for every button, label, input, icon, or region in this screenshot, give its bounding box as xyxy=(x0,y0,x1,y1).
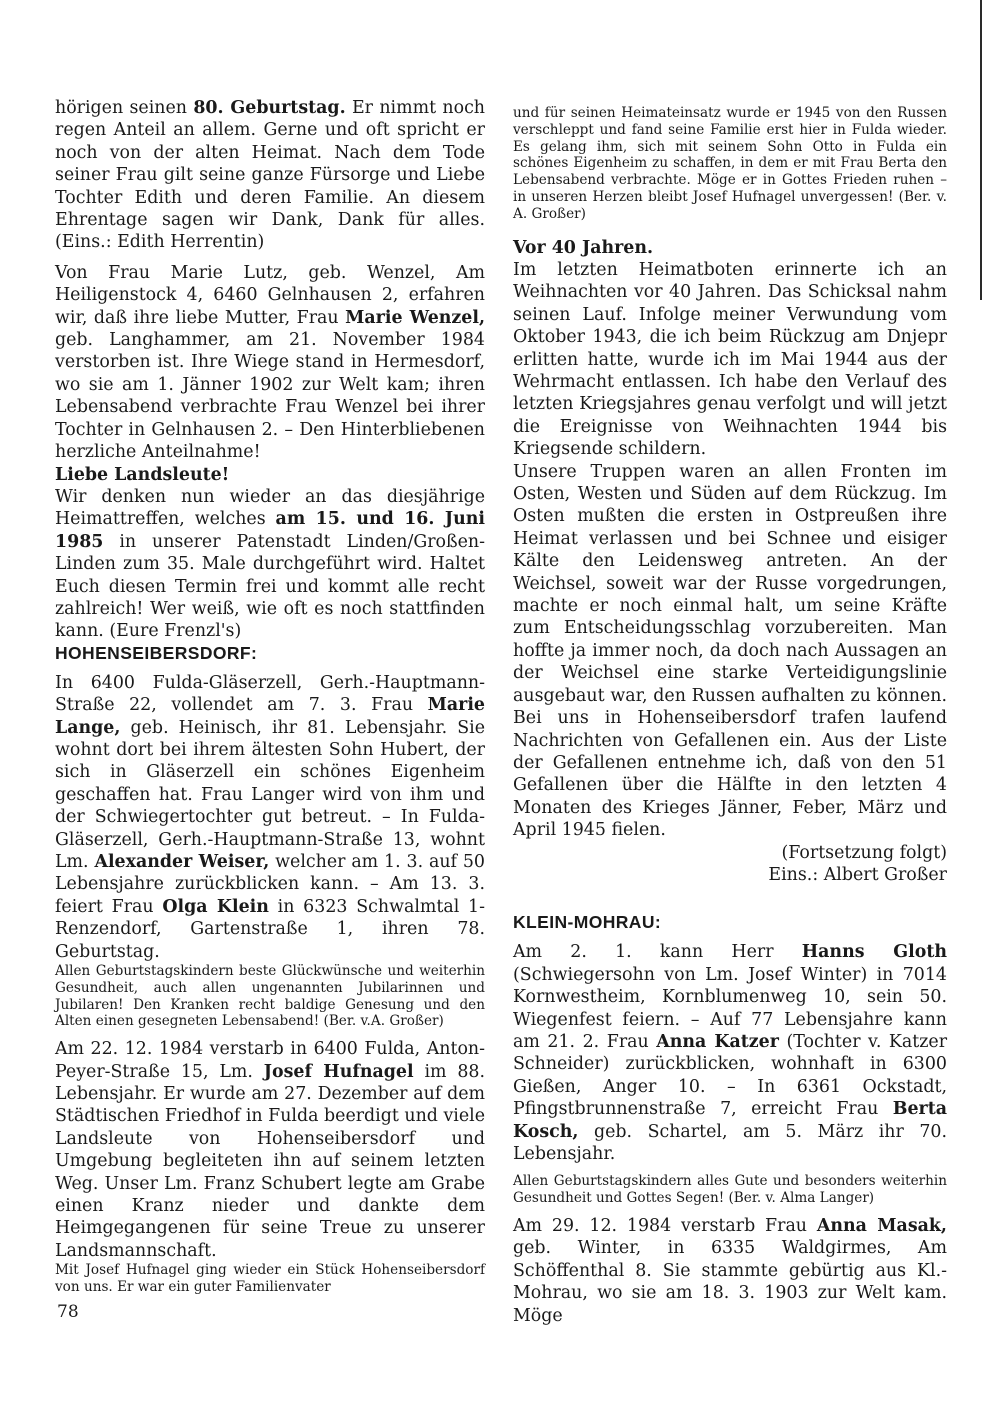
paragraph-hohenseibersdorf-birthdays: In 6400 Fulda-Gläserzell, Gerh.-Hauptmann-Straße 22, vollendet am 7. 3. Frau Marie Lange, geb. Heinisch, ihr 81. Lebensjahr. Sie wohnt dort bei ihrem ältesten Sohn Hubert, der sich in Gläserzell ein schönes Eigenheim geschaffen hat. Frau Langer wird von ihm und der Schwiegertochter gut betreut. – In Fulda-Gläserzell, Gerh.-Hauptmann-Straße 13, wohnt Lm. Alexander Weiser, welcher am 1. 3. auf 50 Lebensjahre zurückblicken kann. – Am 13. 3. feiert Frau Olga Klein in 6323 Schwalmtal 1-Renzendorf, Gartenstraße 1, ihren 78. Geburtstag. xyxy=(55,672,485,962)
section-heading-hohenseibersdorf: HOHENSEIBERSDORF: xyxy=(55,642,258,663)
paragraph-weihnachten-memory: Im letzten Heimatboten erinnerte ich an Weihnachten vor 40 Jahren. Das Schicksal nahm seinen Lauf. Infolge meiner Verwundung vom Oktober 1943, die ich beim Rückzug am Dnjepr erlitten hatte, wurde ich im Mai 1944 aus der Wehrmacht entlassen. Ich habe den Verlauf des letzten Kriegsjahres genau verfolgt und will jetzt die Ereignisse von Weihnachten 1944 bis Kriegsende schildern. xyxy=(513,259,947,460)
author-signature: Eins.: Albert Großer xyxy=(768,864,947,885)
paragraph-obituary-wenzel: Von Frau Marie Lutz, geb. Wenzel, Am Heiligenstock 4, 6460 Gelnhausen 2, erfahren wir, daß ihre liebe Mutter, Frau Marie Wenzel, geb. Langhammer, am 21. November 1984 verstorben ist. Ihre Wiege stand in Hermesdorf, wo sie am 1. Jänner 1902 zur Welt kam; ihren Lebensabend verbrachte Frau Wenzel bei ihrer Tochter in Gelnhausen 2. – Den Hinterbliebenen herzliche Anteilnahme! xyxy=(55,262,486,463)
subheading-vor-40-jahren: Vor 40 Jahren. xyxy=(513,237,654,258)
paragraph-obituary-hufnagel: Am 22. 12. 1984 verstarb in 6400 Fulda, Anton-Peyer-Straße 15, Lm. Josef Hufnagel im 88. Lebensjahr. Er wurde am 27. Dezember auf dem Städtischen Friedhof in Fulda beerdigt und viele Landsleute von Hohenseibersdorf und Umgebung begleiteten ihn auf seinem letzten Weg. Unser Lm. Franz Schubert legte am Grabe einen Kranz nieder und dankte dem Heimgegangenen für seine Treue zu unserer Landsmannschaft. xyxy=(55,1039,485,1261)
continuation-note: (Fortsetzung folgt) xyxy=(781,842,947,863)
small-paragraph-klein-mohrau-greetings: Allen Geburtstagskindern alles Gute und besonders weiterhin Gesundheit und Gottes Segen! (Ber. v. Alma Langer) xyxy=(513,1173,947,1207)
paragraph-war-front: Unsere Truppen waren an allen Fronten im Osten, Westen und Süden auf dem Rückzug. Im Osten mußten die ersten in Ostpreußen ihre Heimat verlassen und bei Schnee und eisiger Kälte den Leidensweg antreten. An der Weichsel, soweit war der Russe vorgedrungen, machte er noch einmal halt, um seine Kräfte zum Entscheidungsschlag vorzubereiten. Man hoffte ja immer noch, da doch nach Aussagen an der Weichsel eine starke Verteidigungslinie ausgebaut war, den Russen aufhalten zu können. Bei uns in Hohenseibersdorf trafen laufend Nachrichten von Gefallenen ein. Aus der Liste der Gefallenen entnehme ich, daß von den 51 Gefallenen über die Hälfte in den letzten 4 Monaten des Krieges Jänner, Feber, März und April 1945 fielen. xyxy=(513,461,947,841)
paragraph-birthday-80: hörigen seinen 80. Geburtstag. Er nimmt noch regen Anteil an allem. Gerne und oft spricht er noch von der alten Heimat. Nach dem Tode seiner Frau gilt seine ganze Fürsorge und Liebe Tochter Edith und deren Familie. An diesem Ehrentage sagen wir Dank, Dank für alles. (Eins.: Edith Herrentin) xyxy=(55,98,486,253)
paragraph-obituary-masak: Am 29. 12. 1984 verstarb Frau Anna Masak, geb. Winter, in 6335 Waldgirmes, Am Schöffenthal 8. Sie stammte gebürtig aus Kl.-Mohrau, wo sie am 18. 3. 1903 zur Welt kam. Möge xyxy=(513,1216,947,1326)
scan-edge-line xyxy=(980,0,982,300)
left-column xyxy=(55,97,485,1296)
subheading-liebe-landsleute: Liebe Landsleute! xyxy=(55,464,230,485)
page-number: 78 xyxy=(57,1302,79,1322)
small-paragraph-greetings: Allen Geburtstagskindern beste Glückwünsche und weiterhin Gesundheit, auch allen ungenannten Jubilarinnen und Jubilaren! Den Kranken recht baldige Genesung und den Alten einen gesegneten Lebensabend! (Ber. v.A. Großer) xyxy=(55,963,485,1030)
small-paragraph-hufnagel-continued: und für seinen Heimateinsatz wurde er 1945 von den Russen verschleppt und fand seine Familie erst hier in Fulda wieder. Es gelang ihm, sich mit seinem Sohn Otto in Fulda ein schönes Eigenheim zu schaffen, in dem er mit Frau Berta den Lebensabend verbrachte. Möge er in Gottes Frieden ruhen – in unseren Herzen bleibt Josef Hufnagel unvergessen! (Ber. v. A. Großer) xyxy=(513,105,947,222)
paragraph-klein-mohrau-birthdays: Am 2. 1. kann Herr Hanns Gloth (Schwiegersohn von Lm. Josef Winter) in 7014 Kornwestheim, Kornblumenweg 10, sein 50. Wiegenfest feiern. – Auf 77 Lebensjahre kann am 21. 2. Frau Anna Katzer (Tochter v. Katzer Schneider) zurückblicken, wohnhaft in 6300 Gießen, Anger 10. – In 6361 Ockstadt, Pfingstbrunnenstraße 7, erreicht Frau Berta Kosch, geb. Schartel, am 5. März ihr 70. Lebensjahr. xyxy=(513,942,948,1165)
right-column xyxy=(513,105,947,1327)
small-paragraph-hufnagel-tribute: Mit Josef Hufnagel ging wieder ein Stück Hohenseibersdorf von uns. Er war ein guter Familienvater xyxy=(55,1262,485,1296)
paragraph-heimattreffen: Wir denken nun wieder an das diesjährige Heimattreffen, welches am 15. und 16. Juni 1985 in unserer Patenstadt Linden/Großen-Linden zum 35. Male durchgeführt wird. Haltet Euch diesen Termin frei und kommt alle recht zahlreich! Wer weiß, wie oft es noch stattfinden kann. (Eure Frenzl's) xyxy=(55,486,486,642)
section-heading-klein-mohrau: KLEIN-MOHRAU: xyxy=(513,912,662,933)
